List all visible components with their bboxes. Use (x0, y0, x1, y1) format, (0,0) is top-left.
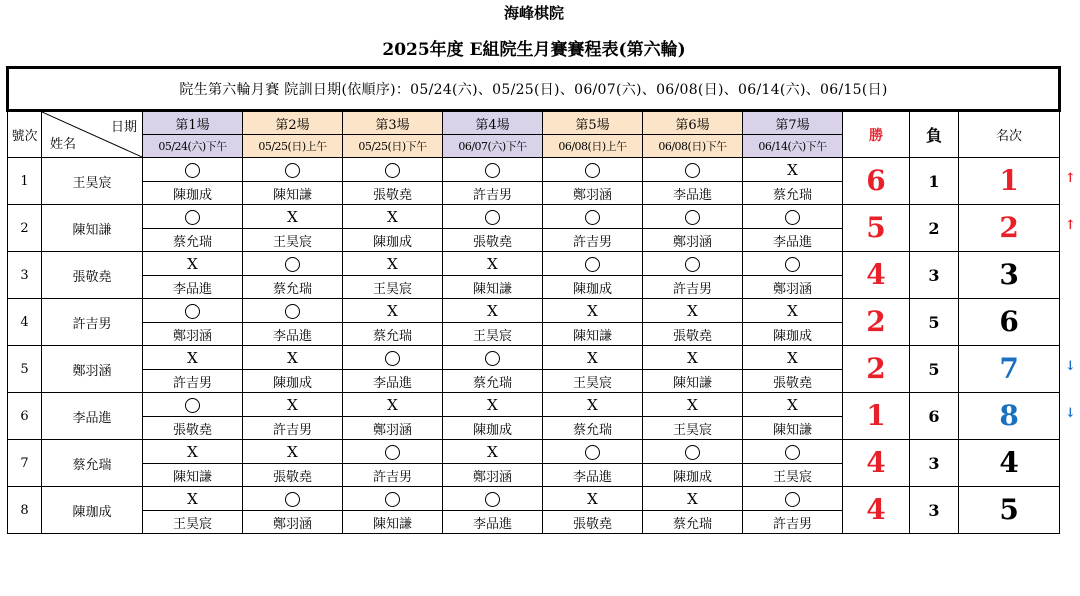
loss-mark: X (243, 205, 343, 229)
opponent-name: 陳知謙 (643, 370, 743, 393)
circle-icon (785, 210, 800, 225)
loss-mark: X (143, 346, 243, 370)
loss-mark: X (343, 205, 443, 229)
loss-count: 5 (910, 299, 959, 346)
rank: 5 (959, 487, 1060, 534)
opponent-name: 李品進 (743, 229, 843, 252)
game-header-1: 第1場 (143, 111, 243, 135)
rank: 4 (959, 440, 1060, 487)
loss-count: 3 (910, 440, 959, 487)
win-count: 4 (843, 487, 910, 534)
opponent-name: 許吉男 (443, 182, 543, 205)
loss-count: 3 (910, 487, 959, 534)
training-dates-notice: 院生第六輪月賽 院訓日期(依順序)：05/24(六)、05/25(日)、06/07(六)、06/08(日)、06/14(六)、06/15(日) (8, 68, 1060, 111)
circle-icon (285, 492, 300, 507)
game-date-7: 06/14(六)下午 (743, 135, 843, 158)
opponent-name: 蔡允瑞 (143, 229, 243, 252)
rank: 6 (959, 299, 1060, 346)
opponent-name: 陳珈成 (343, 229, 443, 252)
header-date-label: 日期 (110, 120, 137, 135)
opponent-name: 張敬堯 (243, 464, 343, 487)
loss-mark: X (643, 393, 743, 417)
circle-icon (785, 445, 800, 460)
player-name: 許吉男 (42, 299, 143, 346)
opponent-name: 陳知謙 (343, 511, 443, 534)
player-number: 8 (8, 487, 42, 534)
opponent-name: 陳珈成 (243, 370, 343, 393)
org-name: 海峰棋院 (503, 4, 564, 22)
trend-down-icon: ↓ (1065, 358, 1076, 374)
loss-mark: X (543, 487, 643, 511)
circle-icon (485, 351, 500, 366)
loss-mark: X (643, 346, 743, 370)
win-mark (143, 205, 243, 229)
opponent-name: 張敬堯 (543, 511, 643, 534)
opponent-name: 許吉男 (543, 229, 643, 252)
header-date-name (42, 111, 143, 158)
circle-icon (185, 398, 200, 413)
opponent-name: 許吉男 (143, 370, 243, 393)
win-mark (743, 252, 843, 276)
circle-icon (585, 163, 600, 178)
opponent-name: 蔡允瑞 (543, 417, 643, 440)
win-mark (543, 252, 643, 276)
opponent-name: 李品進 (643, 182, 743, 205)
opponent-name: 許吉男 (343, 464, 443, 487)
opponent-name: 許吉男 (243, 417, 343, 440)
player-row (8, 299, 1060, 323)
loss-count: 5 (910, 346, 959, 393)
player-number: 5 (8, 346, 42, 393)
game-header-5: 第5場 (543, 111, 643, 135)
win-count: 1 (843, 393, 910, 440)
opponent-name: 王昊宸 (343, 276, 443, 299)
win-mark (343, 440, 443, 464)
circle-icon (685, 445, 700, 460)
circle-icon (385, 163, 400, 178)
win-mark (243, 299, 343, 323)
loss-count: 1 (910, 158, 959, 205)
game-header-7: 第7場 (743, 111, 843, 135)
win-mark (643, 205, 743, 229)
win-count: 2 (843, 346, 910, 393)
loss-mark: X (643, 487, 743, 511)
circle-icon (185, 210, 200, 225)
circle-icon (685, 163, 700, 178)
opponent-name: 蔡允瑞 (343, 323, 443, 346)
win-mark (443, 487, 543, 511)
loss-mark: X (443, 252, 543, 276)
player-row (8, 205, 1060, 229)
opponent-name: 王昊宸 (243, 229, 343, 252)
win-count: 6 (843, 158, 910, 205)
opponent-name: 陳珈成 (543, 276, 643, 299)
opponent-name: 鄭羽涵 (143, 323, 243, 346)
loss-mark: X (743, 299, 843, 323)
player-row (8, 346, 1060, 370)
win-mark (543, 205, 643, 229)
opponent-name: 李品進 (143, 276, 243, 299)
opponent-name: 陳知謙 (543, 323, 643, 346)
game-date-3: 05/25(日)下午 (343, 135, 443, 158)
player-number: 7 (8, 440, 42, 487)
win-mark (343, 346, 443, 370)
loss-mark: X (243, 346, 343, 370)
player-name: 蔡允瑞 (42, 440, 143, 487)
loss-mark: X (543, 393, 643, 417)
win-mark (643, 440, 743, 464)
game-header-2: 第2場 (243, 111, 343, 135)
opponent-name: 鄭羽涵 (443, 464, 543, 487)
circle-icon (585, 257, 600, 272)
page-title: 2025年度 E組院生月賽賽程表(第六輪) (382, 40, 686, 60)
opponent-name: 陳知謙 (243, 182, 343, 205)
trend-up-icon: ↑ (1065, 217, 1076, 233)
header-rank: 名次 (959, 111, 1060, 158)
circle-icon (285, 304, 300, 319)
opponent-name: 陳珈成 (643, 464, 743, 487)
opponent-name: 張敬堯 (343, 182, 443, 205)
win-count: 5 (843, 205, 910, 252)
opponent-name: 陳知謙 (743, 417, 843, 440)
circle-icon (585, 210, 600, 225)
circle-icon (385, 351, 400, 366)
circle-icon (785, 257, 800, 272)
circle-icon (485, 210, 500, 225)
header-loss: 負 (910, 111, 959, 158)
loss-mark: X (143, 487, 243, 511)
circle-icon (485, 163, 500, 178)
win-mark (143, 393, 243, 417)
opponent-name: 王昊宸 (643, 417, 743, 440)
win-count: 2 (843, 299, 910, 346)
loss-mark: X (243, 440, 343, 464)
opponent-name: 許吉男 (643, 276, 743, 299)
win-mark (443, 346, 543, 370)
opponent-name: 陳知謙 (143, 464, 243, 487)
circle-icon (185, 304, 200, 319)
opponent-name: 蔡允瑞 (743, 182, 843, 205)
opponent-name: 李品進 (543, 464, 643, 487)
opponent-name: 張敬堯 (643, 323, 743, 346)
circle-icon (385, 492, 400, 507)
win-mark (643, 158, 743, 182)
opponent-name: 陳珈成 (143, 182, 243, 205)
opponent-name: 蔡允瑞 (443, 370, 543, 393)
win-mark (243, 487, 343, 511)
opponent-name: 王昊宸 (143, 511, 243, 534)
opponent-name: 陳珈成 (443, 417, 543, 440)
player-name: 李品進 (42, 393, 143, 440)
player-number: 2 (8, 205, 42, 252)
rank: 3 (959, 252, 1060, 299)
game-date-5: 06/08(日)上午 (543, 135, 643, 158)
loss-mark: X (343, 252, 443, 276)
game-date-4: 06/07(六)下午 (443, 135, 543, 158)
circle-icon (285, 163, 300, 178)
win-mark (343, 487, 443, 511)
opponent-name: 王昊宸 (743, 464, 843, 487)
player-number: 3 (8, 252, 42, 299)
loss-mark: X (443, 393, 543, 417)
loss-mark: X (143, 440, 243, 464)
win-mark (143, 299, 243, 323)
game-header-6: 第6場 (643, 111, 743, 135)
opponent-name: 鄭羽涵 (343, 417, 443, 440)
win-mark (443, 158, 543, 182)
circle-icon (685, 257, 700, 272)
opponent-name: 鄭羽涵 (643, 229, 743, 252)
loss-mark: X (443, 440, 543, 464)
player-number: 1 (8, 158, 42, 205)
loss-mark: X (643, 299, 743, 323)
win-mark (543, 158, 643, 182)
opponent-name: 王昊宸 (543, 370, 643, 393)
opponent-name: 李品進 (243, 323, 343, 346)
rank: 2 (959, 205, 1060, 252)
loss-mark: X (743, 346, 843, 370)
loss-count: 6 (910, 393, 959, 440)
win-mark (443, 205, 543, 229)
loss-mark: X (143, 252, 243, 276)
circle-icon (485, 492, 500, 507)
player-name: 鄭羽涵 (42, 346, 143, 393)
opponent-name: 陳珈成 (743, 323, 843, 346)
player-name: 王昊宸 (42, 158, 143, 205)
win-count: 4 (843, 252, 910, 299)
rank: 1 (959, 158, 1060, 205)
opponent-name: 鄭羽涵 (543, 182, 643, 205)
loss-mark: X (543, 346, 643, 370)
circle-icon (585, 445, 600, 460)
win-mark (243, 158, 343, 182)
opponent-name: 王昊宸 (443, 323, 543, 346)
player-row (8, 252, 1060, 276)
player-row (8, 393, 1060, 417)
win-mark (243, 252, 343, 276)
loss-mark: X (343, 299, 443, 323)
header-name-label: 姓名 (50, 137, 77, 152)
trend-down-icon: ↓ (1065, 405, 1076, 421)
circle-icon (285, 257, 300, 272)
win-mark (743, 205, 843, 229)
trend-up-icon: ↑ (1065, 170, 1076, 186)
game-date-1: 05/24(六)下午 (143, 135, 243, 158)
loss-mark: X (343, 393, 443, 417)
win-count: 4 (843, 440, 910, 487)
opponent-name: 張敬堯 (443, 229, 543, 252)
win-mark (343, 158, 443, 182)
loss-mark: X (743, 158, 843, 182)
loss-mark: X (543, 299, 643, 323)
opponent-name: 李品進 (443, 511, 543, 534)
game-header-4: 第4場 (443, 111, 543, 135)
circle-icon (185, 163, 200, 178)
opponent-name: 張敬堯 (743, 370, 843, 393)
opponent-name: 鄭羽涵 (243, 511, 343, 534)
loss-mark: X (443, 299, 543, 323)
win-mark (743, 440, 843, 464)
player-number: 4 (8, 299, 42, 346)
game-date-6: 06/08(日)下午 (643, 135, 743, 158)
loss-count: 3 (910, 252, 959, 299)
schedule-table (6, 66, 1061, 534)
loss-count: 2 (910, 205, 959, 252)
opponent-name: 李品進 (343, 370, 443, 393)
header-win: 勝 (843, 111, 910, 158)
player-row (8, 487, 1060, 511)
win-mark (643, 252, 743, 276)
rank: 7 (959, 346, 1060, 393)
game-header-3: 第3場 (343, 111, 443, 135)
player-name: 張敬堯 (42, 252, 143, 299)
opponent-name: 陳知謙 (443, 276, 543, 299)
player-row (8, 440, 1060, 464)
opponent-name: 蔡允瑞 (243, 276, 343, 299)
opponent-name: 蔡允瑞 (643, 511, 743, 534)
player-number: 6 (8, 393, 42, 440)
win-mark (143, 158, 243, 182)
rank: 8 (959, 393, 1060, 440)
circle-icon (785, 492, 800, 507)
header-number: 號次 (8, 111, 42, 158)
game-date-2: 05/25(日)上午 (243, 135, 343, 158)
loss-mark: X (243, 393, 343, 417)
circle-icon (685, 210, 700, 225)
win-mark (543, 440, 643, 464)
win-mark (743, 487, 843, 511)
circle-icon (385, 445, 400, 460)
opponent-name: 許吉男 (743, 511, 843, 534)
player-name: 陳珈成 (42, 487, 143, 534)
opponent-name: 鄭羽涵 (743, 276, 843, 299)
player-row (8, 158, 1060, 182)
opponent-name: 張敬堯 (143, 417, 243, 440)
player-name: 陳知謙 (42, 205, 143, 252)
loss-mark: X (743, 393, 843, 417)
